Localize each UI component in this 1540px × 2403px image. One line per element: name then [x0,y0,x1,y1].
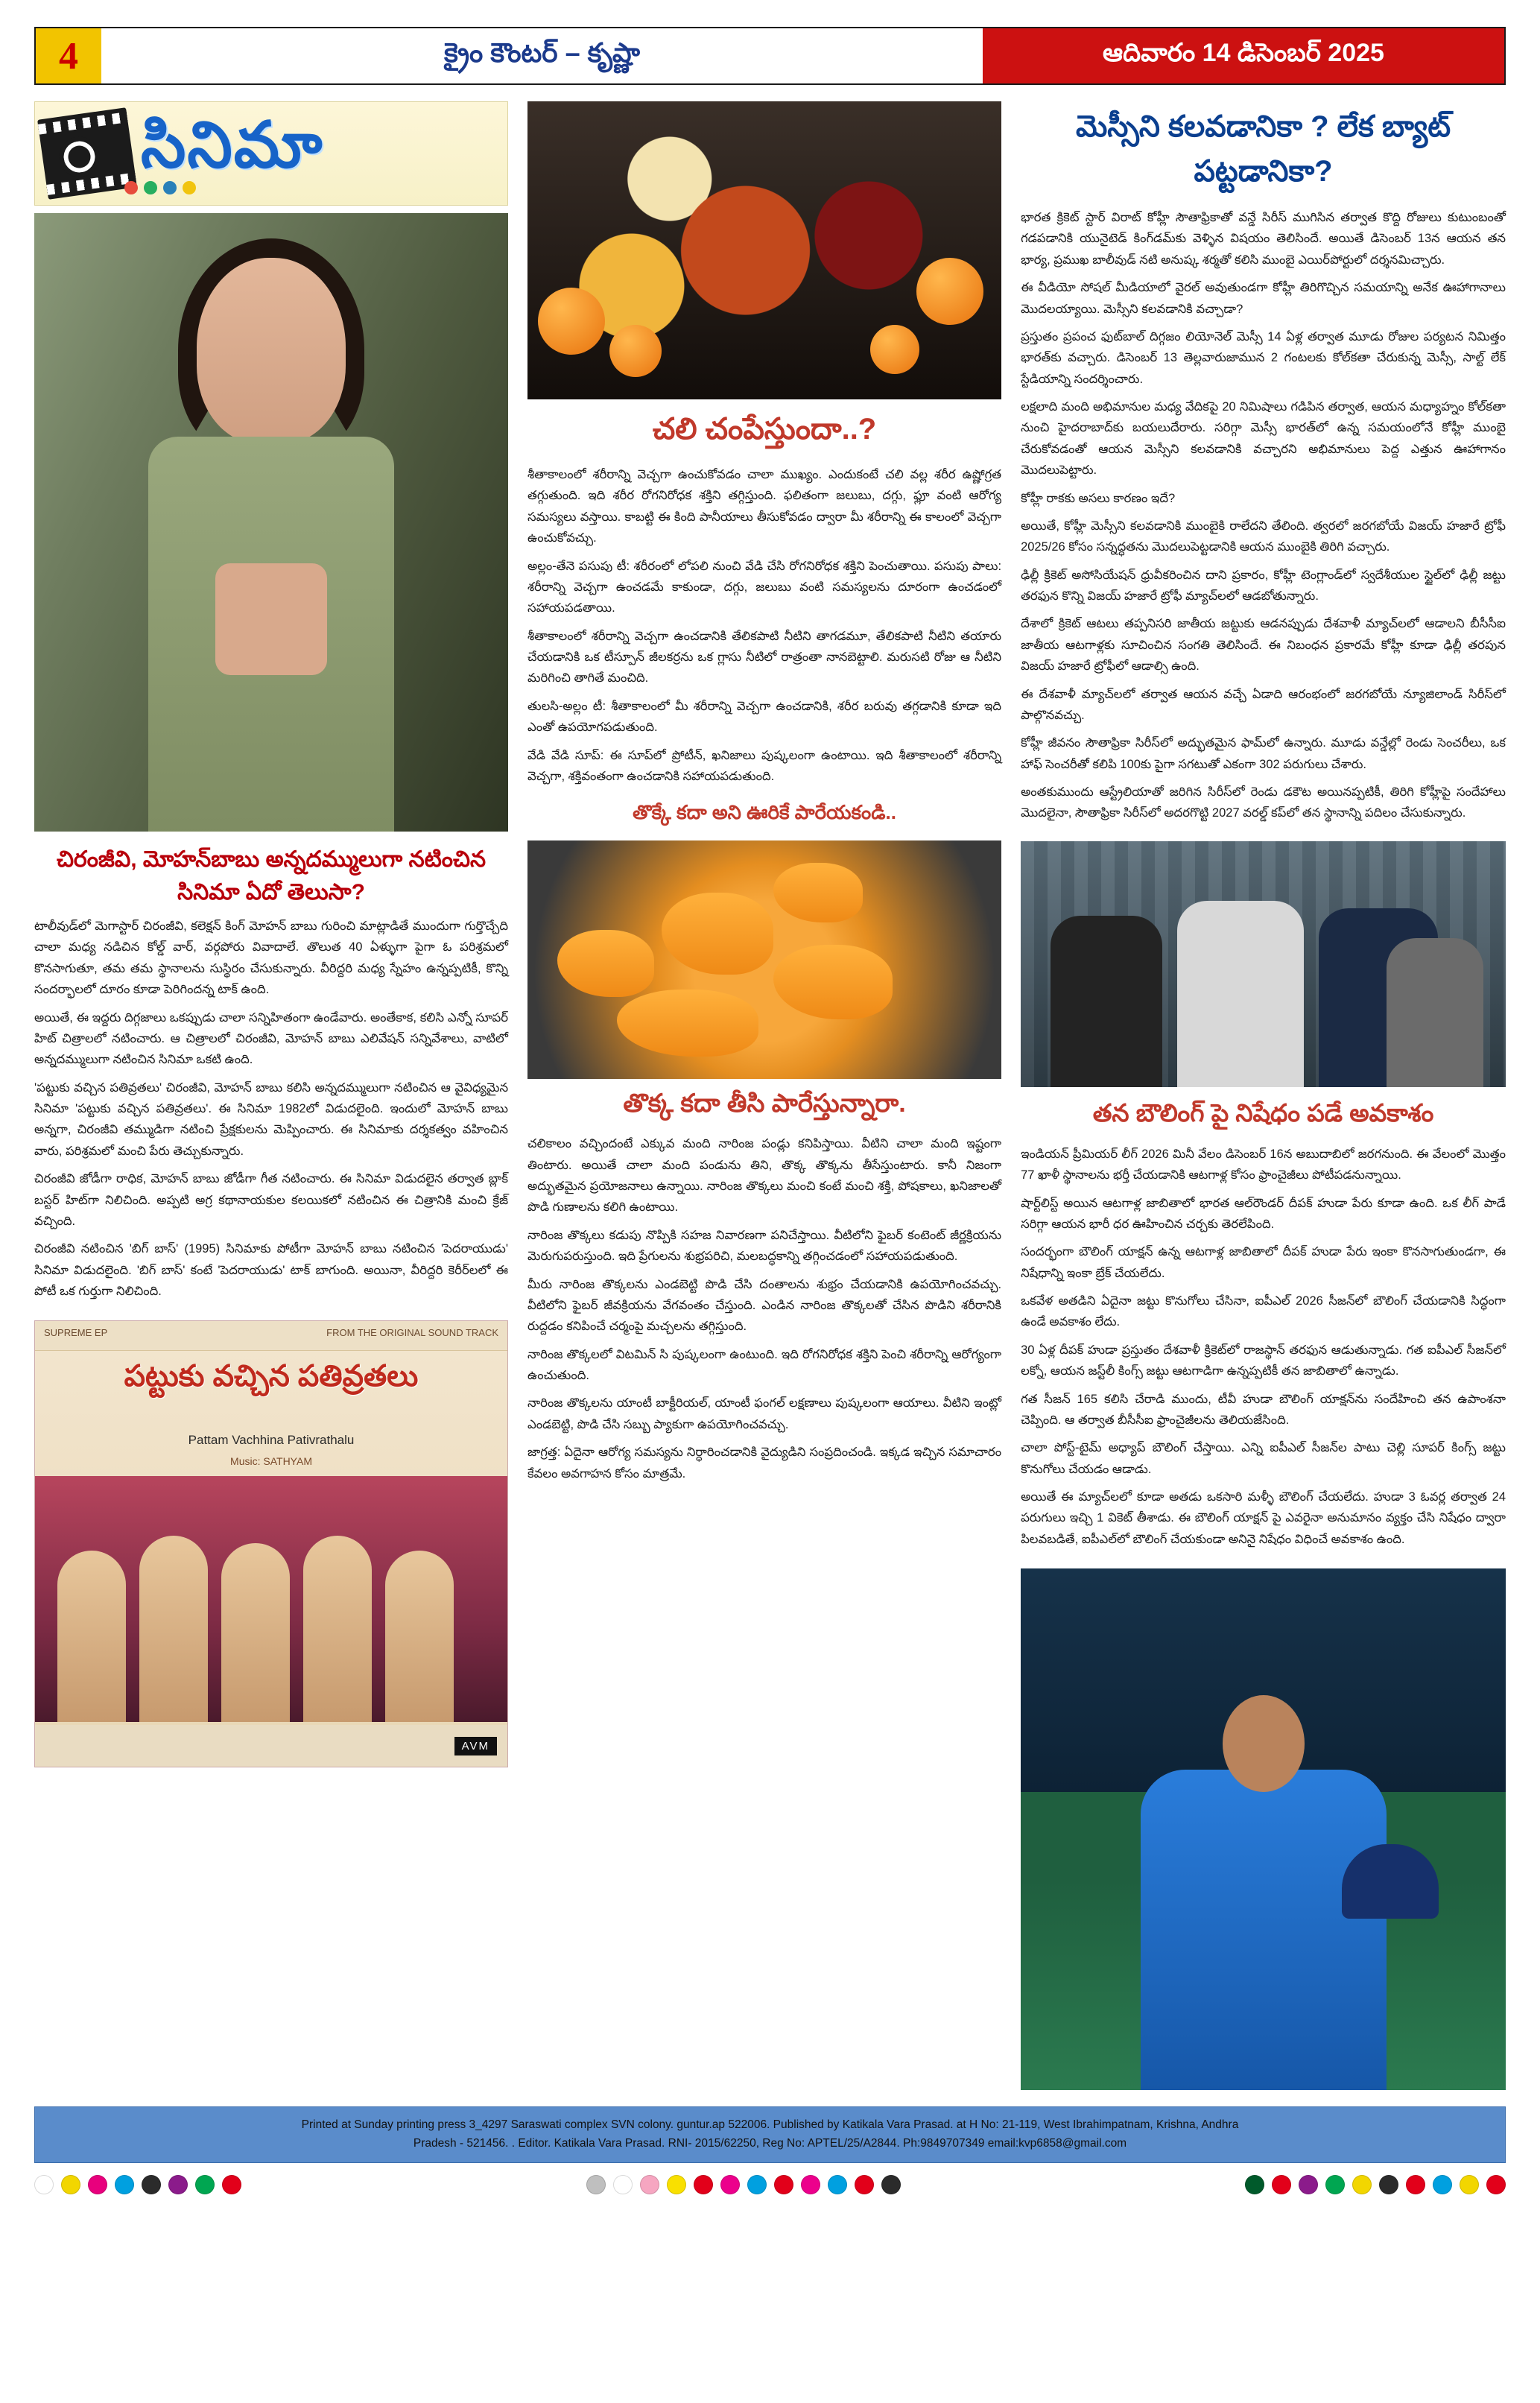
paragraph: ఇండియన్ ప్రీమియర్ లీగ్ 2026 మినీ వేలం డిసెంబర్ 16న అబుదాబిలో జరగనుంది. ఈ వేలంలో మొత్తం 77 ఖాళీ స్థానాలను భర్తీ చేయడానికి ఆటగాళ్ల కోసం ఫ్రాంచైజీలు పోటీపడనున్నాయి. [1021,1147,1506,1182]
cinema-section-banner [34,101,508,206]
album-cover-photo [34,1320,508,1767]
peel-article-body [527,1133,1001,1491]
paragraph: దేశాలో క్రికెట్ ఆటలు తప్పనిసరి జాతీయ జట్టుకు ఆడనప్పుడు దేశవాళీ మ్యాచ్‌లలో ఆడాలని బీసీసీఐ జాతీయ ఆటగాళ్లకు సూచించిన సంగతి తెలిసిందే. ఈ నిబంధన ప్రకారమే కోహ్లీ కూడా ఢిల్లీ తరపున విజయ్ హజారే ట్రోఫీలో ఆడాల్సి ఉంది. [1021,617,1506,674]
right-article-body-2 [1021,1144,1506,1557]
indian-cricketer-photo [1021,1568,1506,2090]
content-grid [34,101,1506,2090]
left-column [34,101,508,2090]
paragraph: లక్షలాది మంది అభిమానుల మధ్య వేదికపై 20 నిమిషాలు గడిపిన తర్వాత, ఆయన మధ్యాహ్నం కోల్‌కతా నుంచి హైదరాబాద్‌కు బయలుదేరారు. సరిగ్గా మెస్సీ భారత్‌లో ఉన్న సమయంలోనే కోహ్లీ ముంబై చేరుకోవడంతో ఆయన మెస్సీని కలవడానికి వచ్చారని అభిమానులు పెద్ద ఎత్తున ఊహాగానం మొదలుపెట్టారు. [1021,400,1506,478]
paragraph: చలికాలం వచ్చిందంటే ఎక్కువ మంది నారింజ పండ్లు కనిపిస్తాయి. వీటిని చాలా మంది ఇష్టంగా తింటారు. అయితే చాలా మంది పండును తిని, తొక్క తొక్కను తీసేస్తుంటారు. కానీ నిజంగా అద్భుతమైన ప్రయోజనాలు ఉన్నాయి. నారింజ తొక్కలు మంచి కంటే మంచి శక్తి, పోషకాలు, ఖనిజాలతో పొడి గుణాలను కలిగి ఉంటాయి. [527,1137,1002,1215]
film-reel-icon [37,107,137,200]
paragraph: ప్రస్తుతం ప్రపంచ ఫుట్‌బాల్ దిగ్గజం లియోనెల్ మెస్సీ 14 ఏళ్ల తర్వాత మూడు రోజుల పర్యటన నిమిత్తం భారత్‌కు వచ్చారు. డిసెంబర్ 13 తెల్లవారుజామున 2 గంటలకు కోల్‌కతా చేరుకున్న మెస్సీ, సాల్ట్ లేక్ స్టేడియాన్ని సందర్శించారు. [1021,329,1506,386]
page-number: 4 [36,28,101,83]
paragraph: ఈ దేశవాళీ మ్యాచ్‌లలో తర్వాత ఆయన వచ్చే ఏడాది ఆరంభంలో జరగబోయే న్యూజిలాండ్ సిరీస్‌లో పాల్గొనవచ్చు. [1021,687,1506,722]
paragraph: అయితే ఈ మ్యాచ్‌లలో కూడా అతడు ఒకసారి మళ్ళీ బౌలింగ్ చేయలేదు. హుడా 3 ఓవర్ల తర్వాత 24 పరుగులు ఇచ్చి 1 వికెట్ తీశాడు. ఈ బౌలింగ్ యాక్షన్ పై ఎవరైనా అనుమానం వ్యక్తం చేసి నిషేధం ద్వారా పిలవబడితే, ఐపీఎల్‌లో బౌలింగ్ చేయకుండా అనినై నిషేధం విధించే అవకాశం ఉంది. [1021,1490,1506,1546]
middle-headline: చలి చంపేస్తుందా..? [652,413,877,446]
album-music-credit: Music: SATHYAM [230,1455,312,1468]
paragraph: భారత క్రికెట్ స్టార్ విరాట్ కోహ్లీ సౌతాఫ్రికాతో వన్డే సిరీస్ ముగిసిన తర్వాత కొద్ది రోజులు కుటుంబంతో గడపడానికి యునైటెడ్ కింగ్‌డమ్‌కు వెళ్ళిన విషయం తెలిసిందే. అయితే డిసెంబర్ 13న ఆయన తన భార్య, ప్రముఖ బాలీవుడ్ నటి అనుష్క శర్మతో కలిసి ముంబై ఎయిర్‌పోర్టులో దర్శనమిచ్చారు. [1021,211,1506,267]
paragraph: శీతాకాలంలో శరీరాన్ని వెచ్చగా ఉంచడానికి తేలికపాటి నీటిని తాగడమూ, తేలికపాటి నీటిని తయారు చేయడానికి ఒక టీస్పూన్ జీలకర్రను ఒక గ్లాసు నీటిలో రాత్రంతా నానబెట్టాలి. మరుసటి రోజు ఆ నీటిని మరిగించి తాగితే మంచిది. [527,629,1002,686]
newspaper-page [0,27,1540,2403]
paragraph: ఈ వీడియో సోషల్ మీడియాలో వైరల్ అవుతుండగా కోహ్లీ తిరిగొచ్చిన సమయాన్ని అనేక ఊహాగానాలు మొదలయ్యాయి. మెస్సీని కలవడానికి వచ్చాడా? [1021,281,1506,316]
album-subtitle: Pattam Vachhina Pativrathalu [188,1433,355,1448]
album-title: పట్టుకు వచ్చిన పతివ్రతలు [124,1360,419,1393]
paragraph: శీతాకాలంలో శరీరాన్ని వెచ్చగా ఉంచుకోవడం చాలా ముఖ్యం. ఎందుకంటే చలి వల్ల శరీర ఉష్ణోగ్రత తగ్గుతుంది. ఇది శరీర రోగనిరోధక శక్తిని తగ్గిస్తుంది. ఫలితంగా జలుబు, దగ్గు, ఫ్లూ వంటి ఆరోగ్య సమస్యలు వస్తాయి. కాబట్టి ఈ కింది పానీయాలు తీసుకోవడం ద్వారా మీ శరీరాన్ని ఈ కాలంలో వెచ్చగా ఉంచుకోవచ్చు. [527,468,1002,545]
print-color-registration-bar [34,2175,1506,2194]
right-headline: మెస్సీని కలవడానికా ? లేక బ్యాట్ పట్టడానికా? [1075,110,1451,188]
paragraph: చాలా పోస్ట్-టైమ్ అధ్యాప్ బౌలింగ్ చేస్తాయి. ఎన్ని ఐపీఎల్ సీజన్‌ల పాటు చెల్లి సూపర్ కింగ్స్ జట్టు కొనుగోలు చేయడం ఆడాడు. [1021,1441,1506,1476]
paragraph: వేడి వేడి సూప్: ఈ సూప్‌లో ప్రోటీన్, ఖనిజాలు పుష్కలంగా ఉంటాయి. ఇది శీతాకాలంలో శరీరాన్ని వెచ్చగా, శక్తివంతంగా ఉంచడానికి సహాయపడుతుంది. [527,748,1002,783]
color-swatches-mid [586,2175,901,2194]
paragraph: నారింజ తొక్కలలో విటమిన్ సి పుష్కలంగా ఉంటుంది. ఇది రోగనిరోధక శక్తిని పెంచి శరీరాన్ని ఆరోగ్యంగా ఉంచుతుంది. [527,1347,1002,1382]
masthead [34,27,1506,85]
paragraph: షార్ట్‌లిస్ట్ అయిన ఆటగాళ్ల జాబితాలో భారత ఆల్‌రౌండర్ దీపక్ హుడా పేరు కూడా ఉంది. ఒక లీగ్ పాడే సరిగ్గా ఆయన భారీ ధర ఊహించిన చర్చకు తెరలేపింది. [1021,1196,1506,1231]
paragraph: అల్లం-తేనె పసుపు టీ: శరీరంలో లోపలి నుంచి వేడి చేసి రోగనిరోధక శక్తిని పెంచుతాయి. పసుపు పాలు: శరీరాన్ని వెచ్చగా ఉంచడమే కాకుండా, దగ్గు, జలుబు వంటి సమస్యలను దూరంగా ఉంచడంలో సహాయపడతాయి. [527,559,1002,615]
peel-headline: తొక్క కదా తీసి పారేస్తున్నారా. [623,1089,906,1118]
right-column [1021,101,1506,2090]
paragraph: 30 ఏళ్ల దీపక్ హుడా ప్రస్తుతం దేశవాళీ క్రికెట్‌లో రాజస్థాన్ తరఫున ఆడుతున్నాడు. గత ఐపీఎల్ సీజన్‌లో లక్నో, ఆయన జస్ట్‌లీ కింగ్స్ జట్టు ఆటగాడిగా ఉన్నప్పటికీ తన జాబితాలో ఉన్నాడు. [1021,1343,1506,1378]
left-headline: చిరంజీవి, మోహన్‌బాబు అన్నదమ్ములుగా నటించిన సినిమా ఏదో తెలుసా? [56,847,487,905]
middle-article-body [527,464,1001,794]
orange-peels-photo [527,840,1001,1079]
paragraph: కోహ్లీ రాకకు అసలు కారణం ఇదే? [1021,491,1176,505]
actress-portrait-photo [34,213,508,832]
paragraph: టాలీవుడ్‌లో మెగాస్టార్ చిరంజీవి, కలెక్షన్ కింగ్ మోహన్ బాబు గురించి మాట్లాడితే ముందుగా గుర్తొచ్చేది చాలా మధ్య నడిచిన కోల్డ్ వార్, వర్గపోరు వివాదాలే. తొలుత 40 ఏళ్ళుగా పైగా ఓ పరిశ్రమలో కొనసాగుతూ, తమ తమ స్థానాలను సుస్థిరం చేసుకున్నారు. వీరిద్దరి మధ్య స్నేహం ఉన్నప్పటికీ, కొన్ని సందర్భాలలో దూరం కూడా పెరిగిందన్న టాక్ ఉంది. [34,919,509,997]
paragraph: ఢిల్లీ క్రికెట్ అసోసియేషన్ ధ్రువీకరించిన దాని ప్రకారం, కోహ్లీ టెంగ్లాండ్‌లో స్వదేశీయుల స్టైల్‌లో ఢిల్లీ జట్టు తరఫున కొన్ని విజయ్ హజారే ట్రోఫీ మ్యాచ్‌లలో ఆడబోతున్నారు. [1021,568,1506,603]
paragraph: కోహ్లీ జీవనం సౌతాఫ్రికా సిరీస్‌లో అద్భుతమైన ఫామ్‌లో ఉన్నారు. మూడు వన్డేల్లో రెండు సెంచరీలు, ఒక హాఫ్ సెంచరీతో కలిపి 100కు పైగా సగటుతో ఎకంగా 302 పరుగులు చేశారు. [1021,736,1506,771]
paragraph: గత సీజన్ 165 కలిసి చేరాడి ముందు, టీవీ హుడా బౌలింగ్ యాక్షన్‌ను సందేహించి తన ఉపాంశనా చెప్పింది. ఆ తర్వాత బీసీసీఐ ఫ్రాంచైజీలను తెలియజేసింది. [1021,1392,1506,1427]
virat-messi-crowd-photo [1021,841,1506,1087]
cinema-logo-text: సినిమా [141,110,324,181]
left-article-body [34,916,508,1308]
paragraph: అంతకుముందు ఆస్ట్రేలియాతో జరిగిన సిరీస్‌లో రెండు డకౌట అయినప్పటికీ, తిరిగి కోహ్లీపై సందేహాలు మొదలైనా, సౌతాఫ్రికా సిరీస్‌లో అదరగొట్టి 2027 వరల్డ్ కప్‌లో తన స్థానాన్ని పదిలం చేసుకున్నారు. [1021,785,1506,820]
album-label: AVM [454,1737,497,1755]
cinema-dots-decoration [124,181,196,194]
color-swatches-right [1245,2175,1506,2194]
hot-drinks-photo [527,101,1001,399]
footer-line-1: Printed at Sunday printing press 3_4297 Saraswati complex SVN colony. guntur.ap 522006. Published by Katikala Vara Prasad. at H No: 21-119, West Ibrahimpatnam, Krishna, Andhra [301,2118,1239,2132]
album-top-right-text: FROM THE ORIGINAL SOUND TRACK [326,1327,499,1339]
peel-subhead: తొక్కే కదా అని ఊరికే పారేయకండి.. [527,794,1001,830]
masthead-date: ఆదివారం 14 డిసెంబర్ 2025 [983,28,1504,83]
right-article-body [1021,207,1506,831]
paragraph: ఒకవేళ అతడిని ఏదైనా జట్టు కొనుగోలు చేసినా, ఐపీఎల్ 2026 సీజన్‌లో బౌలింగ్ చేయడానికి సిద్ధంగా ఉండే అవకాశం లేదు. [1021,1294,1506,1329]
footer-line-2: Pradesh - 521456. . Editor. Katikala Vara Prasad. RNI- 2015/62250, Reg No: APTEL/25/A2844. Ph:9849707349 email:kvp6858@gmail.com [413,2136,1127,2150]
masthead-title: క్రైం కౌంటర్ – కృష్ణా [101,28,983,83]
paragraph: జాగ్రత్త: ఏదైనా ఆరోగ్య సమస్యను నిర్ధారించడానికి వైద్యుడిని సంప్రదించండి. ఇక్కడ ఇచ్చిన సమాచారం కేవలం అవగాహన కోసం మాత్రమే. [527,1446,1002,1481]
paragraph: సందర్భంగా బౌలింగ్ యాక్షన్ ఉన్న ఆటగాళ్ల జాబితాలో దీపక్ హుడా పేరు ఇంకా కొనసాగుతుండగా, ఈ నిషేధాన్ని ఇంకా బ్రేక్ చేయలేదు. [1021,1245,1506,1280]
paragraph: 'పట్టుకు వచ్చిన పతివ్రతలు' చిరంజీవి, మోహన్ బాబు కలిసి అన్నదమ్ములుగా నటించిన ఆ వైవిధ్యమైన సినిమా 'పట్టుకు వచ్చిన పతివ్రతలు'. ఈ సినిమా 1982లో విడుదలైంది. ఇందులో మోహన్ బాబు అన్నగా, చిరంజీవి తమ్ముడిగా నటించి ప్రేక్షకులను మెప్పించారు. ఈ సినిమాకు దర్శకత్వం వహించిన వారు, పరిశ్రమలో మంచి పేరు తెచ్చుకున్నారు. [34,1080,509,1158]
footer-imprint [34,2106,1506,2163]
color-swatches-left [34,2175,241,2194]
right-headline-2: తన బౌలింగ్ పై నిషేధం పడే అవకాశం [1092,1098,1434,1127]
paragraph: చిరంజీవి జోడీగా రాధిక, మోహన్ బాబు జోడీగా గీత నటించారు. ఈ సినిమా విడుదలైన తర్వాత బ్లాక్ బస్టర్ హిట్‌గా నిలిచింది. అప్పటి అగ్ర కథానాయకుల కలయికలో నటించిన ఈ చిత్రానికి మంచి క్రేజ్ వచ్చింది. [34,1172,509,1228]
paragraph: చిరంజీవి నటించిన 'బిగ్ బాస్' (1995) సినిమాకు పోటీగా మోహన్ బాబు నటించిన 'పెదరాయుడు' సినిమా విడుదలైంది. 'బిగ్ బాస్' కంటే 'పెదరాయుడు' టాక్ బాగుంది. అయినా, వీరిద్దరి కెరీర్‌లలో ఈ పోటీ ఒక గుర్తుగా నిలిచింది. [34,1242,509,1298]
paragraph: అయితే, ఈ ఇద్దరు దిగ్గజాలు ఒకప్పుడు చాలా సన్నిహితంగా ఉండేవారు. అంతేకాక, కలిసి ఎన్నో సూపర్ హిట్ చిత్రాలలో నటించారు. ఆ చిత్రాలలో చిరంజీవి, మోహన్ బాబు ఎలివేషన్ సన్నివేశాలు, వాటిలో అన్నదమ్ములుగా నటించిన సినిమా ఒకటి ఉంది. [34,1010,509,1067]
paragraph: నారింజ తొక్కలు కడుపు నొప్పికి సహజ నివారణగా పనిచేస్తాయి. వీటిలోని ఫైబర్ కంటెంట్ జీర్ణక్రియను మెరుగుపరుస్తుంది. ఇది ప్రేగులను శుభ్రపరిచి, మలబద్ధకాన్ని తగ్గించడంలో సహాయపడుతుంది. [527,1228,1002,1264]
paragraph: అయితే, కోహ్లీ మెస్సీని కలవడానికి ముంబైకి రాలేదని తేలింది. త్వరలో జరగబోయే విజయ్ హజారే ట్రోఫీ 2025/26 కోసం సన్నద్ధతను మొదలుపెట్టడానికి ఆయన ముంబైకి తిరిగి వచ్చారు. [1021,519,1506,554]
album-top-left-text: SUPREME EP [44,1327,108,1339]
middle-column [527,101,1001,2090]
paragraph: తులసి-అల్లం టీ: శీతాకాలంలో మీ శరీరాన్ని వెచ్చగా ఉంచడానికి, శరీర బరువు తగ్గడానికి కూడా ఇది ఎంతో ఉపయోగపడుతుంది. [527,699,1002,735]
paragraph: మీరు నారింజ తొక్కలను ఎండబెట్టి పొడి చేసి దంతాలను శుభ్రం చేయడానికి ఉపయోగించవచ్చు. వీటిలోని ఫైబర్ జీవక్రియను వేగవంతం చేస్తుంది. ఎండిన నారింజ తొక్కలతో చేసిన పొడిని శరీరానికి రుద్దడం కనిపించే చర్మంపై మచ్చలను తగ్గిస్తుంది. [527,1277,1002,1334]
paragraph: నారింజ తొక్కలను యాంటీ బాక్టీరియల్, యాంటీ ఫంగల్ లక్షణాలు పుష్కలంగా ఆయాలు. వీటిని ఇంట్లో ఎండబెట్టి, పొడి చేసి సబ్బు ప్యాకుగా ఉపయోగించవచ్చు. [527,1396,1002,1431]
